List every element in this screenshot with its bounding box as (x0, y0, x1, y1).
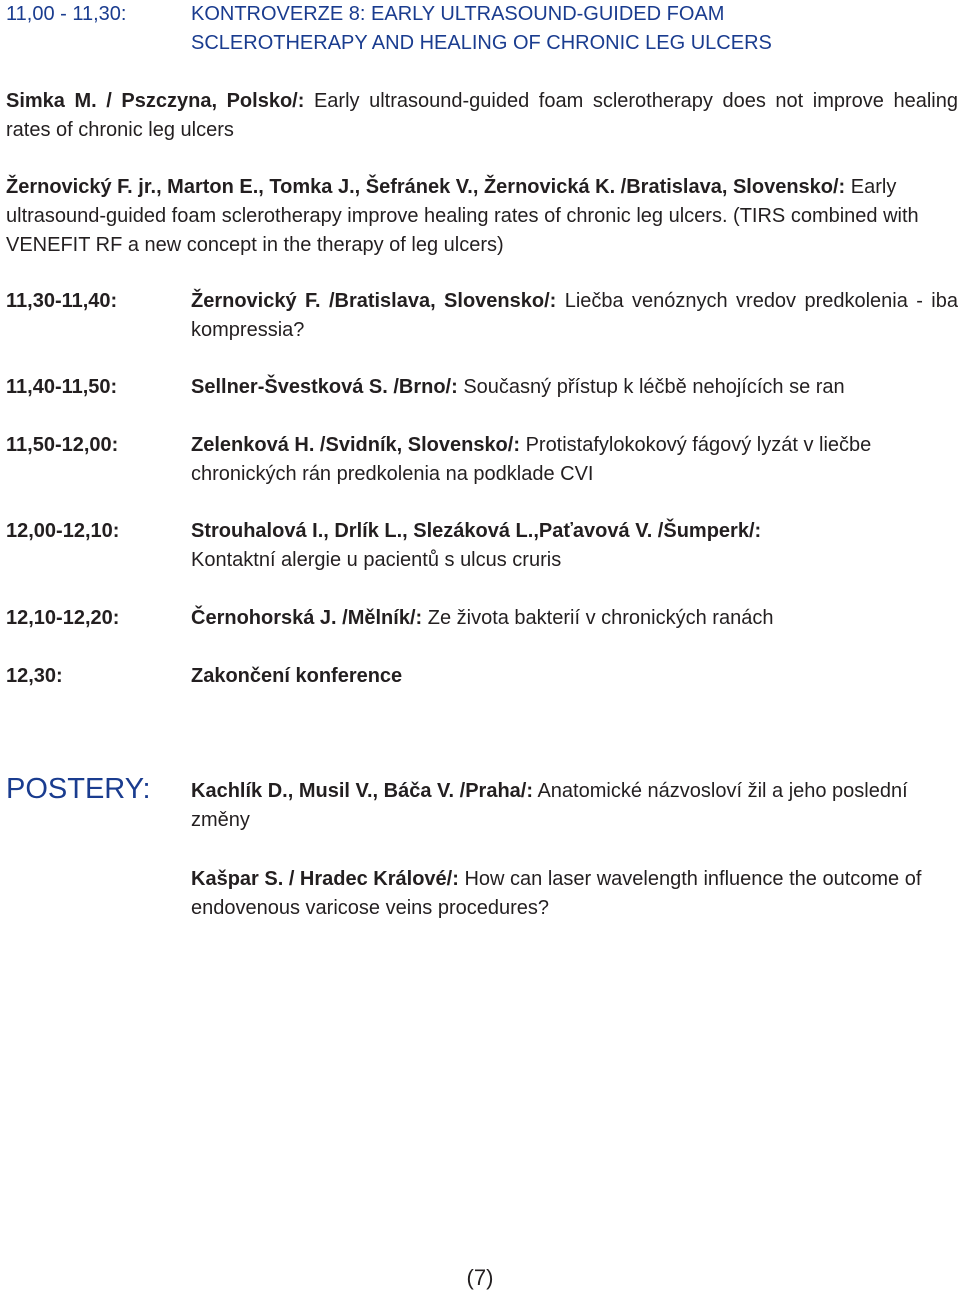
program-authors: Zelenková H. /Svidník, Slovensko/: (191, 434, 520, 456)
program-entry (191, 662, 958, 691)
poster-title: Anatomické názvosloví žil a jeho poslední změny (191, 780, 908, 831)
talk-title: Early ultrasound-guided foam sclerotherapy improve healing rates of chronic leg ulcers. (TIRS combined with VENEFIT RF a new concept in the therapy of leg ulcers) (6, 176, 919, 256)
poster-entry (191, 865, 958, 923)
posters-heading: POSTERY: (6, 773, 151, 805)
session-title-line-1: KONTROVERZE 8: EARLY ULTRASOUND-GUIDED FOAM (191, 3, 725, 25)
program-time: 11,30-11,40: (6, 290, 118, 312)
program-time: 11,40-11,50: (6, 376, 118, 398)
program-entry (191, 373, 958, 402)
program-authors: Sellner-Švestková S. /Brno/: (191, 376, 458, 398)
program-entry (191, 287, 958, 345)
program-title: Kontaktní alergie u pacientů s ulcus cruris (191, 549, 562, 571)
talk-authors: Simka M. / Pszczyna, Polsko/: (6, 90, 305, 112)
talk-authors: Žernovický F. jr., Marton E., Tomka J., Šefránek V., Žernovická K. /Bratislava, Slovensko/: (6, 176, 846, 198)
program-title: Ze života bakterií v chronických ranách (427, 607, 774, 629)
program-time: 12,30: (6, 665, 63, 687)
session-time: 11,00 - 11,30: (6, 3, 127, 25)
poster-entry (191, 777, 958, 835)
poster-authors: Kachlík D., Musil V., Báča V. /Praha/: (191, 780, 534, 802)
program-title: Současný přístup k léčbě nehojících se ran (463, 376, 845, 398)
program-title: Protistafylokokový fágový lyzát v liečbe chronických rán predkolenia na podklade CVI (191, 434, 872, 485)
program-time: 12,10-12,20: (6, 607, 120, 629)
program-authors: Černohorská J. /Mělník/: (191, 607, 423, 629)
program-authors: Strouhalová I., Drlík L., Slezáková L.,Paťavová V. /Šumperk/: (191, 520, 762, 542)
talk-zernovicky-jr (6, 173, 958, 260)
program-entry (191, 517, 958, 575)
program-time: 11,50-12,00: (6, 434, 119, 456)
poster-title: How can laser wavelength influence the outcome of endovenous varicose veins procedures? (191, 868, 922, 919)
program-entry (191, 431, 958, 489)
poster-authors: Kašpar S. / Hradec Králové/: (191, 868, 459, 890)
session-title (191, 0, 958, 58)
program-title: Liečba venóznych vredov predkolenia - iba kompressia? (191, 290, 958, 341)
talk-title: Early ultrasound-guided foam sclerotherapy does not improve healing rates of chronic leg ulcers (6, 90, 958, 141)
program-authors: Zakončení konference (191, 665, 403, 687)
page-number: (7) (466, 1265, 494, 1290)
session-title-line-2: SCLEROTHERAPY AND HEALING OF CHRONIC LEG ULCERS (191, 32, 772, 54)
program-entry (191, 604, 958, 633)
program-time: 12,00-12,10: (6, 520, 120, 542)
program-authors: Žernovický F. /Bratislava, Slovensko/: (191, 290, 557, 312)
talk-simka (6, 87, 958, 145)
